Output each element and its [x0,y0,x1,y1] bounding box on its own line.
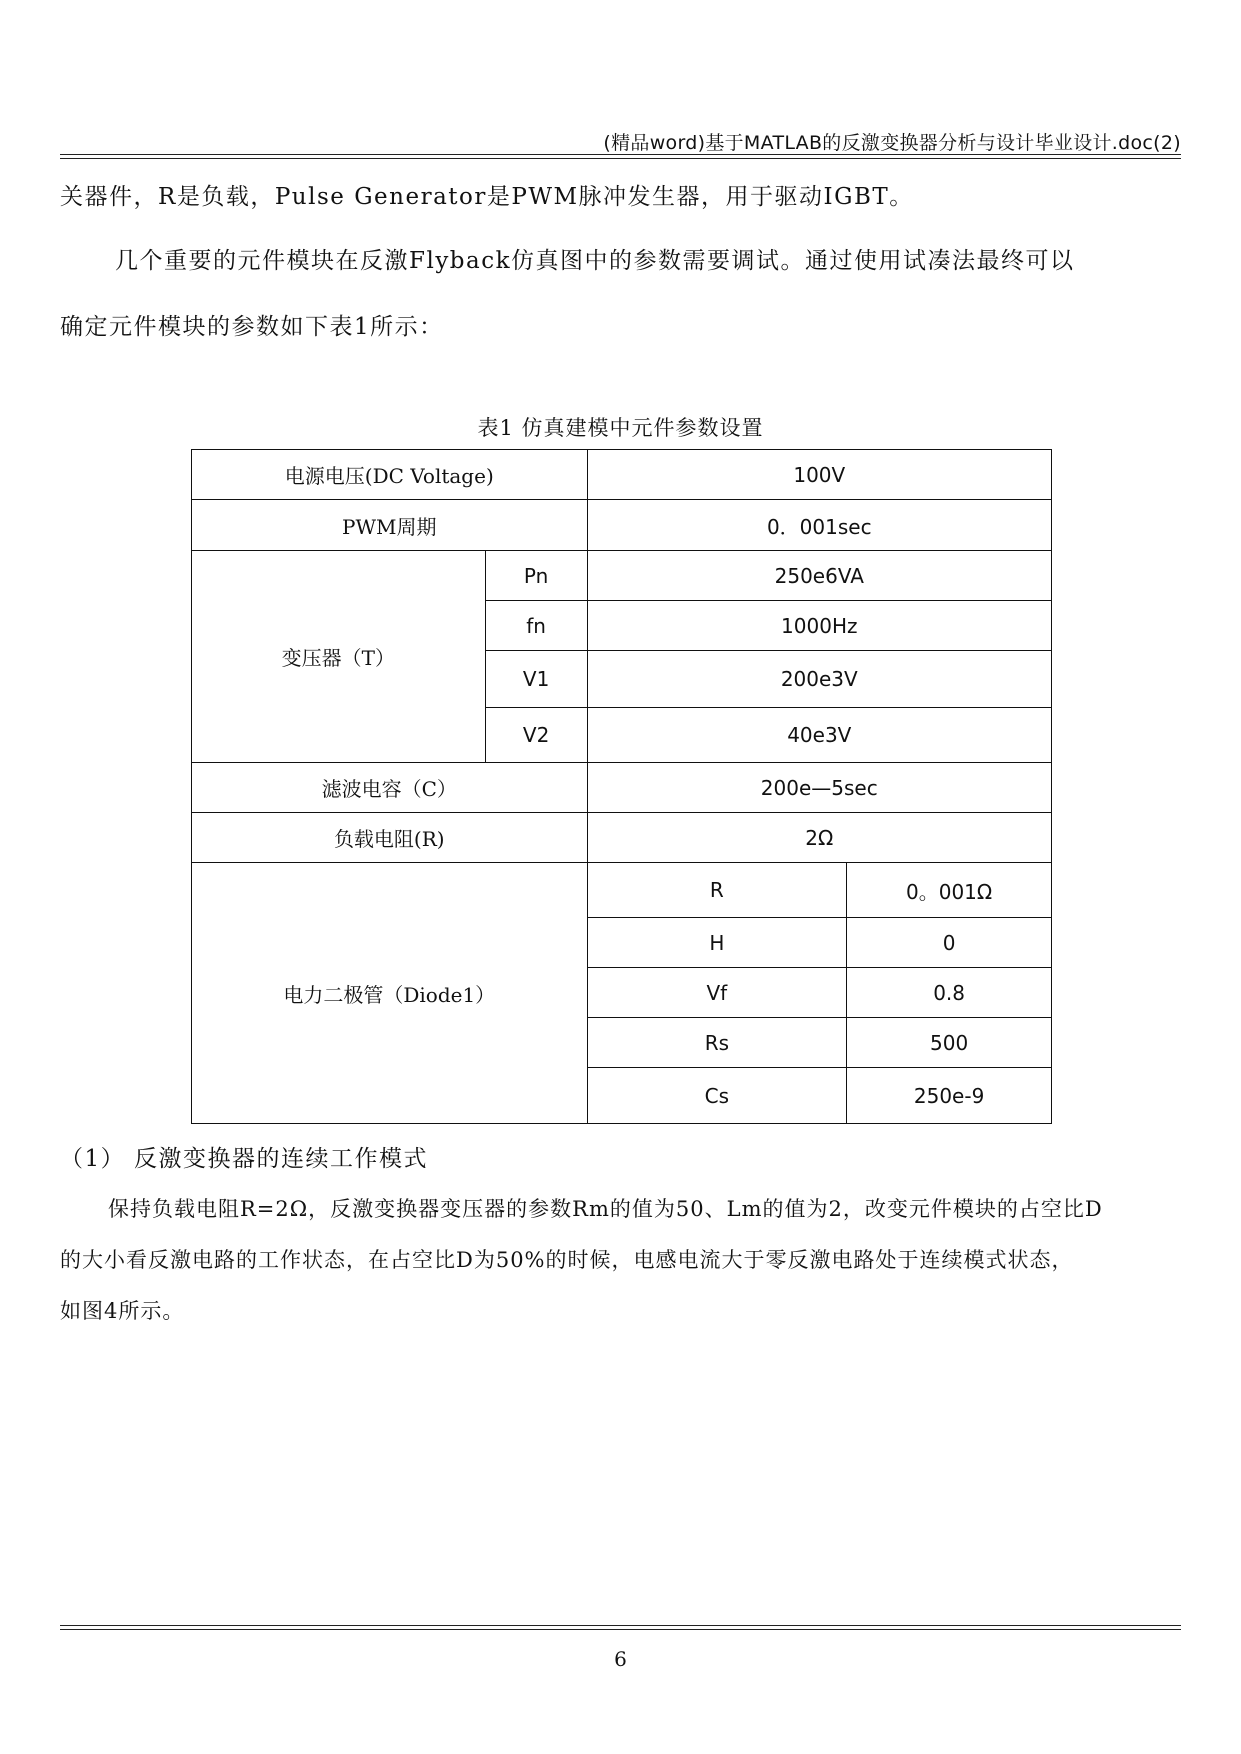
diode-value: 500 [847,1018,1052,1068]
dc-voltage-label: 电源电压(DC Voltage) [192,450,588,500]
section-paragraph-line-2: 的大小看反激电路的工作状态，在占空比D为50%的时候，电感电流大于零反激电路处于连续模式状态， [60,1248,1074,1272]
paragraph-2-line-1: 几个重要的元件模块在反激Flyback仿真图中的参数需要调试。通过使用试凑法最终可以 [115,248,1075,274]
capacitor-label: 滤波电容（C） [192,763,588,813]
paragraph-2-line-2: 确定元件模块的参数如下表1所示： [60,314,444,340]
transformer-param: V2 [485,708,587,763]
transformer-param: V1 [485,651,587,708]
header-rule-bottom [60,158,1181,159]
diode-value: 0.8 [847,968,1052,1018]
dc-voltage-value: 100V [587,450,1051,500]
paragraph-1: 关器件，R是负载，Pulse Generator是PWM脉冲发生器，用于驱动IGBT。 [60,184,914,210]
diode-value: 250e-9 [847,1068,1052,1124]
section-heading: （1） 反激变换器的连续工作模式 [60,1146,428,1172]
capacitor-value: 200e—5sec [587,763,1051,813]
transformer-value: 200e3V [587,651,1051,708]
section-paragraph-line-3: 如图4所示。 [60,1299,185,1323]
transformer-value: 40e3V [587,708,1051,763]
table-row [192,813,1052,863]
diode-label: 电力二极管（Diode1） [192,863,588,1124]
page-number: 6 [614,1647,627,1671]
table-row [192,863,1052,918]
transformer-value: 1000Hz [587,601,1051,651]
transformer-label: 变压器（T） [192,551,486,763]
section-paragraph-line-1: 保持负载电阻R=2Ω，反激变换器变压器的参数Rm的值为50、Lm的值为2，改变元件模块的占空比D [108,1197,1103,1221]
pwm-value: 0．001sec [587,500,1051,551]
table-row [192,763,1052,813]
diode-param: Cs [587,1068,847,1124]
pwm-label: PWM周期 [192,500,588,551]
table-row [192,450,1052,500]
transformer-value: 250e6VA [587,551,1051,601]
diode-value: 0。001Ω [847,863,1052,918]
transformer-param: Pn [485,551,587,601]
diode-param: R [587,863,847,918]
header-rule-top [60,154,1181,155]
diode-value: 0 [847,918,1052,968]
parameter-table [191,449,1052,1124]
diode-param: Vf [587,968,847,1018]
footer-rule-top [60,1625,1181,1626]
table-row [192,551,1052,601]
table-caption: 表1 仿真建模中元件参数设置 [477,416,764,440]
load-value: 2Ω [587,813,1051,863]
load-label: 负载电阻(R) [192,813,588,863]
table-row [192,500,1052,551]
running-header: (精品word)基于MATLAB的反激变换器分析与设计毕业设计.doc(2) [603,132,1181,154]
footer-rule-bottom [60,1629,1181,1630]
diode-param: H [587,918,847,968]
transformer-param: fn [485,601,587,651]
diode-param: Rs [587,1018,847,1068]
